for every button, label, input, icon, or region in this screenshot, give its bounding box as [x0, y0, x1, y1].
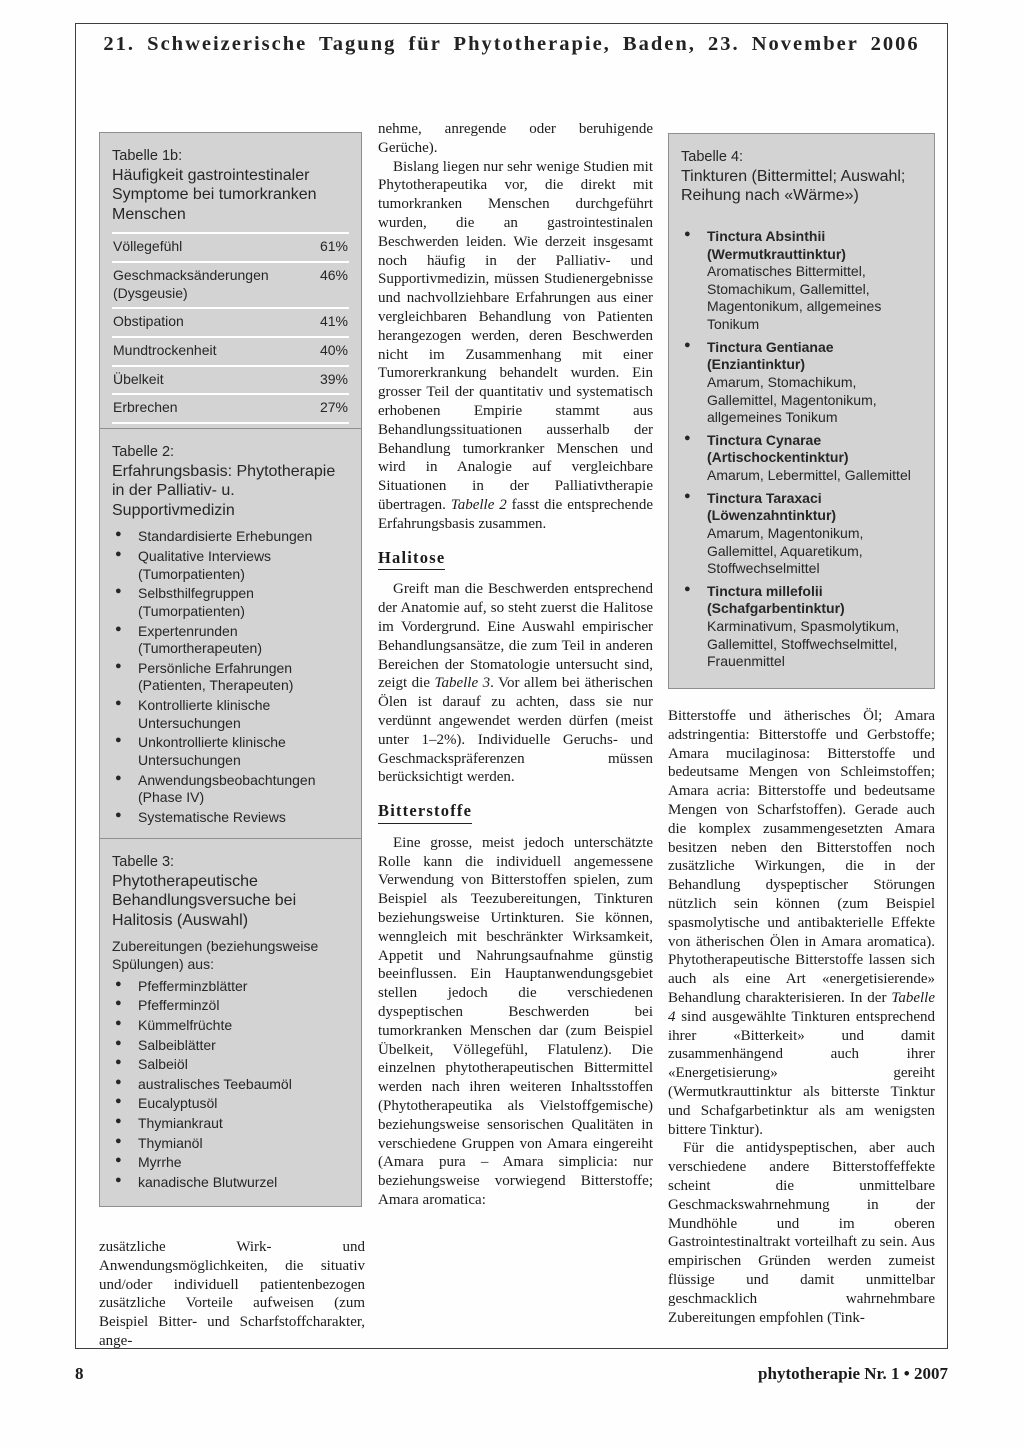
list-item [112, 1154, 349, 1172]
paragraph [668, 707, 935, 1139]
bullet-icon: ● [115, 1036, 122, 1049]
list-item [681, 228, 922, 334]
list-item [112, 1095, 349, 1113]
paragraph: Für die antidyspeptischen, aber auch verschiedene andere Bitterstoffeffekte scheint die unmittelbare Geschmackswahrnehmung in der Mundhöhle und im oberen Gastrointestinaltrakt vorteilhaft zu sein. Aus empirischen Gründen werden zumeist flüssige und damit unmittelbar geschmacklich wahrnehmbare Zubereitungen empfohlen (Tink- [668, 1140, 935, 1326]
bullet-icon: ● [115, 622, 122, 635]
paragraph-text: Bislang liegen nur sehr wenige Studien mit Phytotherapeutika vor, die direkt mit tumorkranken Menschen durchgeführt wurden, die an gastrointestinalen Beschwerden leiden. Wie derzeit insgesamt noch häufig in der Palliativ- und Supportivmedizin, müssen Studienergebnisse und nachvollziehbare Erfahrungen aus einer vergleichbaren Behandlung von Patienten herangezogen werden, deren Beschwerden nicht im Zusammenhang mit einer Tumorerkrankung behandelt wurden. Ein grosser Teil der quantitativ und systematisch erhobenen Empirie stammt aus Behandlungssituationen ausserhalb der Behandlung tumorkranker Menschen und wird in Analogie auf vergleichbare Situationen in der Palliativtherapie übertragen. [378, 158, 653, 513]
list-item-label: Eucalyptusöl [138, 1095, 218, 1112]
paragraph: zusätzliche Wirk- und Anwendungsmöglichkeiten, die situativ und/oder individuell patientenbezogen zusätzliche Vorteile aufweisen (zum Beispiel Bitter- und Scharfstoffcharakter, ange- [99, 1239, 365, 1349]
list-item [112, 697, 349, 732]
tincture-description: Aromatisches Bittermittel, Stomachikum, Gallemittel, Magentonikum, allgemeines Tonikum [707, 263, 882, 332]
paragraph-text: . Vor allem bei ätherischen Ölen ist darauf zu achten, dass sie nur verdünnt angewendet werden dürfen (meist unter 1–2%). Individuelle Geruchs- und Geschmackspräferenzen müssen berücksichtigt werden. [378, 675, 653, 786]
symptom-value: 61% [319, 238, 348, 255]
paragraph [378, 580, 653, 787]
bullet-icon: ● [115, 997, 122, 1010]
page-number: 8 [75, 1364, 84, 1383]
list-item [112, 623, 349, 658]
list-item-label: Anwendungsbeobachtungen (Phase IV) [138, 771, 316, 806]
list-item-label: Qualitative Interviews (Tumorpatienten) [138, 548, 272, 582]
table-row [112, 263, 349, 309]
table-label: Tabelle 1b: [112, 148, 183, 164]
tincture-name: Tinctura millefolii (Schafgarbentinktur) [707, 582, 845, 617]
list-item [112, 1115, 349, 1133]
list-item-label: Salbeiöl [138, 1056, 188, 1073]
list-item [112, 585, 349, 620]
list-item [112, 978, 349, 996]
bullet-icon: ● [115, 585, 122, 598]
tincture-name: Tinctura Taraxaci (Löwenzahntinktur) [707, 489, 837, 524]
table-reference: Tabelle 4 [668, 989, 935, 1025]
list-item-label: Expertenrunden (Tumortherapeuten) [138, 622, 262, 657]
evidence-list [112, 528, 349, 826]
bullet-icon: ● [115, 1115, 122, 1128]
table-title: Phytotherapeutische Behandlungsversuche bei Halitosis (Auswahl) [112, 872, 297, 929]
paragraph-text: fasst die entsprechende Erfahrungsbasis zusammen. [378, 496, 653, 532]
table-title: Tinkturen (Bittermittel; Auswahl; Reihung nach «Wärme») [681, 167, 906, 205]
symptom-value: 41% [319, 313, 348, 330]
symptom-name: Mundtrockenheit [113, 341, 217, 358]
symptom-value: 40% [319, 341, 348, 358]
list-item-label: kanadische Blutwurzel [138, 1173, 278, 1190]
section-heading-bitterstoffe [378, 802, 653, 821]
list-item-label: Kümmelfrüchte [138, 1016, 233, 1033]
table-label: Tabelle 4: [681, 149, 744, 165]
list-item-label: Pfefferminzblätter [138, 977, 248, 994]
page-title: 21. Schweizerische Tagung für Phytotherapie, Baden, 23. November 2006 [103, 33, 920, 55]
bullet-icon: ● [115, 734, 122, 747]
list-item-label: Pfefferminzöl [138, 997, 220, 1014]
list-item-label: Myrrhe [138, 1154, 182, 1171]
paragraph-text: sind ausgewählte Tinkturen entsprechend ihrer «Bitterkeit» und damit zusammenhängend auch ihrer «Energetisierung» gereiht (Wermutkrauttinktur als bitterste Tinktur und Schafgarbetinktur als am wenigsten bittere Tinktur). [668, 1008, 935, 1138]
table-row [112, 338, 349, 367]
list-item-label: Selbsthilfegruppen (Tumorpatienten) [138, 585, 254, 619]
bullet-icon: ● [684, 489, 691, 502]
list-item-label: Kontrollierte klinische Untersuchungen [138, 697, 271, 731]
table-reference: Tabelle 3 [434, 675, 491, 692]
list-item-label: Persönliche Erfahrungen (Patienten, Therapeuten) [138, 659, 294, 694]
symptom-name: Erbrechen [113, 399, 178, 416]
paragraph [378, 158, 653, 534]
tincture-description: Karminativum, Spasmolytikum, Gallemittel, Stoffwechselmittel, Frauenmittel [707, 618, 900, 670]
section-heading-label: Bitterstoffe [378, 801, 472, 824]
list-item [112, 1056, 349, 1074]
bullet-icon: ● [115, 1154, 122, 1167]
bullet-icon: ● [115, 1016, 122, 1029]
tincture-name: Tinctura Cynarae (Artischockentinktur) [707, 431, 849, 466]
left-column-text [99, 1238, 365, 1351]
bullet-icon: ● [115, 1134, 122, 1147]
preparation-list [112, 978, 349, 1192]
bullet-icon: ● [115, 1075, 122, 1088]
symptom-value: 27% [319, 399, 348, 416]
table-title: Erfahrungsbasis: Phytotherapie in der Palliativ- u. Supportivmedizin [112, 462, 336, 519]
table-row [112, 367, 349, 396]
list-item-label: Salbeiblätter [138, 1036, 216, 1053]
table-reference: Tabelle 2 [450, 496, 507, 513]
table-1b-box [99, 132, 362, 437]
symptom-name: Übelkeit [113, 370, 164, 387]
table-2-box [99, 428, 362, 841]
list-item-label: australisches Teebaumöl [138, 1075, 292, 1092]
list-item [112, 772, 349, 807]
page-footer [75, 1364, 948, 1384]
table-label: Tabelle 2: [112, 444, 175, 460]
list-item [112, 734, 349, 769]
bullet-icon: ● [115, 1056, 122, 1069]
section-heading-label: Halitose [378, 548, 445, 571]
right-column-text [668, 707, 935, 1327]
bullet-icon: ● [684, 582, 691, 595]
list-item [112, 1076, 349, 1094]
bullet-icon: ● [684, 431, 691, 444]
middle-column-text [378, 120, 653, 1210]
symptom-name: Völlegefühl [113, 238, 183, 255]
list-item-label: Standardisierte Erhebungen [138, 528, 313, 545]
symptom-name: Obstipation [113, 313, 184, 330]
list-item [112, 997, 349, 1015]
journal-issue: phytotherapie Nr. 1 • 2007 [758, 1364, 948, 1383]
list-item [112, 1174, 349, 1192]
list-item-label: Thymiankraut [138, 1115, 223, 1132]
table-4-box [668, 133, 935, 689]
bullet-icon: ● [115, 659, 122, 672]
tincture-description: Amarum, Stomachikum, Gallemittel, Magentonikum, allgemeines Tonikum [707, 373, 877, 426]
list-item-label: Thymianöl [138, 1134, 203, 1151]
list-item-label: Systematische Reviews [138, 808, 286, 825]
table-title: Häufigkeit gastrointestinaler Symptome bei tumorkranken Menschen [112, 166, 317, 223]
table-label: Tabelle 3: [112, 854, 175, 870]
list-item [681, 339, 922, 427]
symptom-value: 46% [319, 267, 348, 284]
tincture-name: Tinctura Absinthii (Wermutkrauttinktur) [707, 227, 846, 262]
bullet-icon: ● [115, 528, 122, 541]
bullet-icon: ● [684, 227, 691, 240]
bullet-icon: ● [684, 338, 691, 351]
table-row [112, 395, 349, 424]
symptom-value: 39% [319, 370, 348, 387]
tincture-description: Amarum, Magentonikum, Gallemittel, Aquaretikum, Stoffwechselmittel [707, 524, 864, 577]
tincture-list [681, 228, 922, 671]
symptom-name: Geschmacksänderungen (Dysgeusie) [113, 267, 269, 301]
paragraph: Eine grosse, meist jedoch unterschätzte Rolle kann die individuell angemessene Verwendung von Bitterstoffen spielen, zum Beispiel als Teezubereitungen, Tinkturen beziehungsweise Urtinkturen. Sie können, wenngleich mit beschränkter Wirksamkeit, Appetit und Nahrungsaufnahme günstig beeinflussen. Ein Hauptanwendungsgebiet stellen jedoch die verschiedenen dyspeptischen Beschwerden bei tumorkranken Menschen dar (zum Beispiel Übelkeit, Völlegefühl, Flatulenz). Die einzelnen phytotherapeutischen Bittermittel werden nach ihren weiteren Inhaltsstoffen (Phytotherapeutika als Vielstoffgemische) beziehungsweise sensorischen Qualitäten in verschiedene Gruppen von Amara eingereiht (Amara pura – Amara simplicia: nur beziehungsweise vorwiegend Bitterstoffe; Amara aromatica: [378, 834, 653, 1209]
paragraph: nehme, anregende oder beruhigende Gerüche). [378, 121, 653, 156]
list-item [112, 660, 349, 695]
table-row [112, 234, 349, 263]
table-3-box [99, 838, 362, 1207]
bullet-icon: ● [115, 697, 122, 710]
list-item [112, 528, 349, 546]
list-item [681, 490, 922, 578]
bullet-icon: ● [115, 548, 122, 561]
bullet-icon: ● [115, 1173, 122, 1186]
list-item [112, 809, 349, 827]
list-item [112, 1017, 349, 1035]
list-item [112, 548, 349, 583]
table-subtitle: Zubereitungen (beziehungsweise Spülungen) aus: [112, 938, 319, 973]
bullet-icon: ● [115, 808, 122, 821]
tincture-name: Tinctura Gentianae (Enziantinktur) [707, 338, 834, 373]
bullet-icon: ● [115, 977, 122, 990]
list-item-label: Unkontrollierte klinische Untersuchungen [138, 734, 286, 768]
bullet-icon: ● [115, 771, 122, 784]
list-item [681, 432, 922, 485]
list-item [112, 1037, 349, 1055]
tincture-description: Amarum, Lebermittel, Gallemittel [707, 467, 911, 483]
table-row [112, 309, 349, 338]
paragraph-text: Greift man die Beschwerden entsprechend der Anatomie auf, so steht zuerst die Halitose im Vordergrund. Eine Auswahl empirischer Behandlungsansätze, die zum Teil in anderen Bereichen der Stomatologie untersucht sind, zeigt die [378, 581, 653, 692]
list-item [112, 1135, 349, 1153]
paragraph-text: Bitterstoffe und ätherisches Öl; Amara adstringentia: Bitterstoffe und Gerbstoffe; Amara mucilaginosa: Bitterstoffe und bedeutsame Mengen von Schleimstoffen; Amara acria: Bitterstoffe und bedeutsame Mengen von Scharfstoffen). Gerade auch die komplex zusammengesetzten Amara besitzen neben den Bitterstoffen noch zusätzliche Wirkungen, die in der Behandlung dyspeptischer Störungen nützlich sein können (zum Beispiel spasmolytische und antibakterielle Effekte von ätherischen Ölen in Amara aromatica). Phytotherapeutische Bitterstoffe lassen sich auch als eine Art «energetisierende» Behandlung charakterisieren. In der [668, 708, 935, 1006]
list-item [681, 583, 922, 671]
section-heading-halitose [378, 549, 653, 568]
bullet-icon: ● [115, 1095, 122, 1108]
symptom-table [112, 232, 349, 423]
